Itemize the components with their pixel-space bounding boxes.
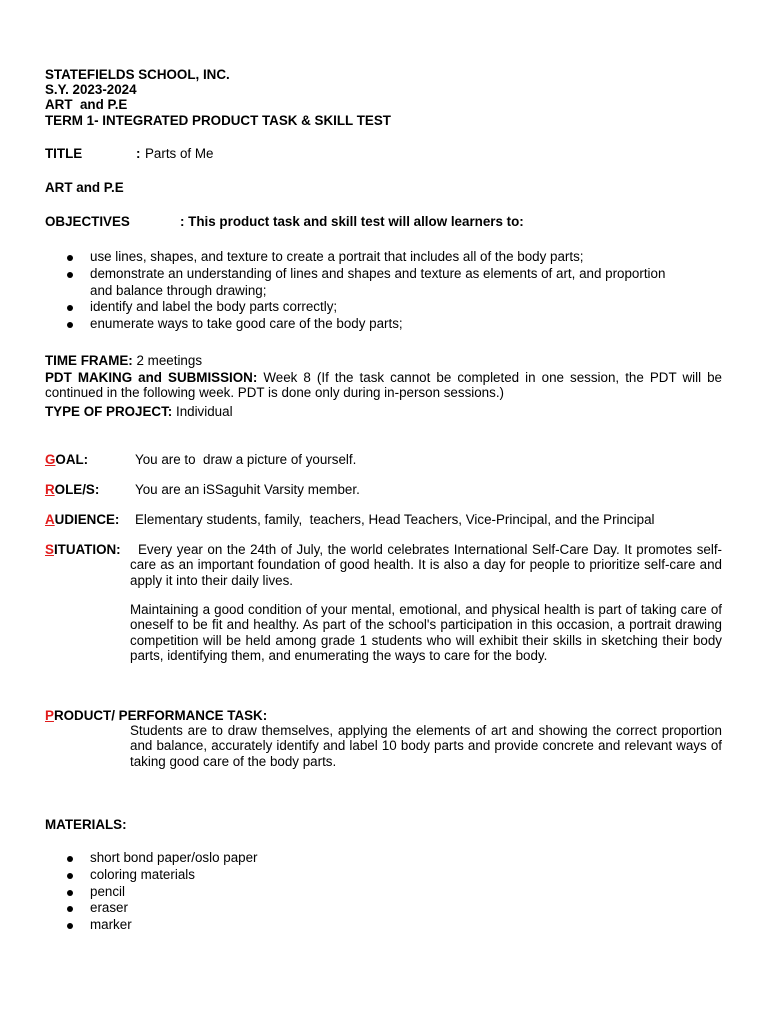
project-type bbox=[45, 404, 233, 419]
materials-label: MATERIALS: bbox=[45, 817, 127, 832]
project-type-value: Individual bbox=[175, 404, 233, 419]
time-frame-value: 2 meetings bbox=[136, 353, 203, 368]
list-item: coloring materials bbox=[45, 867, 685, 884]
list-item: short bond paper/oslo paper bbox=[45, 850, 685, 867]
bullet-icon bbox=[67, 255, 73, 261]
bullet-icon bbox=[67, 856, 73, 862]
materials-list bbox=[45, 850, 685, 934]
audience-label: AUDIENCE: bbox=[45, 512, 120, 527]
title-label: TITLE bbox=[45, 146, 83, 161]
goal-label: GOAL: bbox=[45, 452, 89, 467]
bullet-icon bbox=[67, 873, 73, 879]
school-year: S.Y. 2023-2024 bbox=[45, 82, 137, 97]
list-item: use lines, shapes, and texture to create a portrait that includes all of the body parts; bbox=[45, 249, 685, 266]
bullet-icon bbox=[67, 923, 73, 929]
title-value: Parts of Me bbox=[145, 146, 214, 161]
objectives-list bbox=[45, 249, 685, 333]
product-paragraph: Students are to draw themselves, applying the elements of art and showing the correct proportion and balance, accurately identify and label 10 body parts and provide concrete and relevant ways of taking good care of the body parts. bbox=[130, 723, 722, 769]
bullet-icon bbox=[67, 890, 73, 896]
goal-value: You are to draw a picture of yourself. bbox=[135, 452, 357, 467]
pdt-paragraph bbox=[45, 370, 722, 401]
list-item: pencil bbox=[45, 884, 685, 901]
bullet-icon bbox=[67, 272, 73, 278]
title-colon: : bbox=[136, 146, 141, 161]
pdt-value: Week 8 (If the task cannot be completed in one session, the PDT will be continued in the following week. PDT is done only during in-person sessions.) bbox=[45, 370, 722, 401]
situation-paragraph-2: Maintaining a good condition of your mental, emotional, and physical health is part of taking care of oneself to be fit and healthy. As part of the school's participation in this occasion, a portrait drawing competition will be held among grade 1 students who will exhibit their skills in sketching their body parts, identifying them, and enumerating the ways to care for the body. bbox=[130, 602, 722, 664]
bullet-icon bbox=[67, 906, 73, 912]
list-item: marker bbox=[45, 917, 685, 934]
project-type-label: TYPE OF PROJECT: bbox=[45, 404, 173, 419]
audience-value: Elementary students, family, teachers, Head Teachers, Vice-Principal, and the Principal bbox=[135, 512, 655, 527]
time-frame bbox=[45, 353, 202, 368]
situation-paragraph-1: Every year on the 24th of July, the world celebrates International Self-Care Day. It promotes self-care as an important foundation of good health. It is also a day for people to prioritize self-care and apply it into their daily lives. bbox=[130, 542, 722, 588]
bullet-icon bbox=[67, 305, 73, 311]
list-item: identify and label the body parts correctly; bbox=[45, 299, 685, 316]
subject-line: ART and P.E bbox=[45, 97, 128, 112]
list-item: eraser bbox=[45, 900, 685, 917]
list-item: enumerate ways to take good care of the body parts; bbox=[45, 316, 685, 333]
term-line: TERM 1- INTEGRATED PRODUCT TASK & SKILL TEST bbox=[45, 113, 391, 128]
role-value: You are an iSSaguhit Varsity member. bbox=[135, 482, 360, 497]
objectives-label: OBJECTIVES bbox=[45, 214, 130, 229]
product-label: PRODUCT/ PERFORMANCE TASK: bbox=[45, 708, 268, 723]
role-label: ROLE/S: bbox=[45, 482, 100, 497]
list-item: demonstrate an understanding of lines and shapes and texture as elements of art, and proportion and balance through drawing; bbox=[45, 266, 685, 300]
bullet-icon bbox=[67, 322, 73, 328]
situation-label: SITUATION: bbox=[45, 542, 121, 557]
subject-heading: ART and P.E bbox=[45, 180, 124, 195]
school-name: STATEFIELDS SCHOOL, INC. bbox=[45, 67, 230, 82]
pdt-label: PDT MAKING and SUBMISSION: bbox=[45, 370, 258, 385]
objectives-intro: : This product task and skill test will allow learners to: bbox=[180, 214, 524, 229]
time-frame-label: TIME FRAME: bbox=[45, 353, 133, 368]
